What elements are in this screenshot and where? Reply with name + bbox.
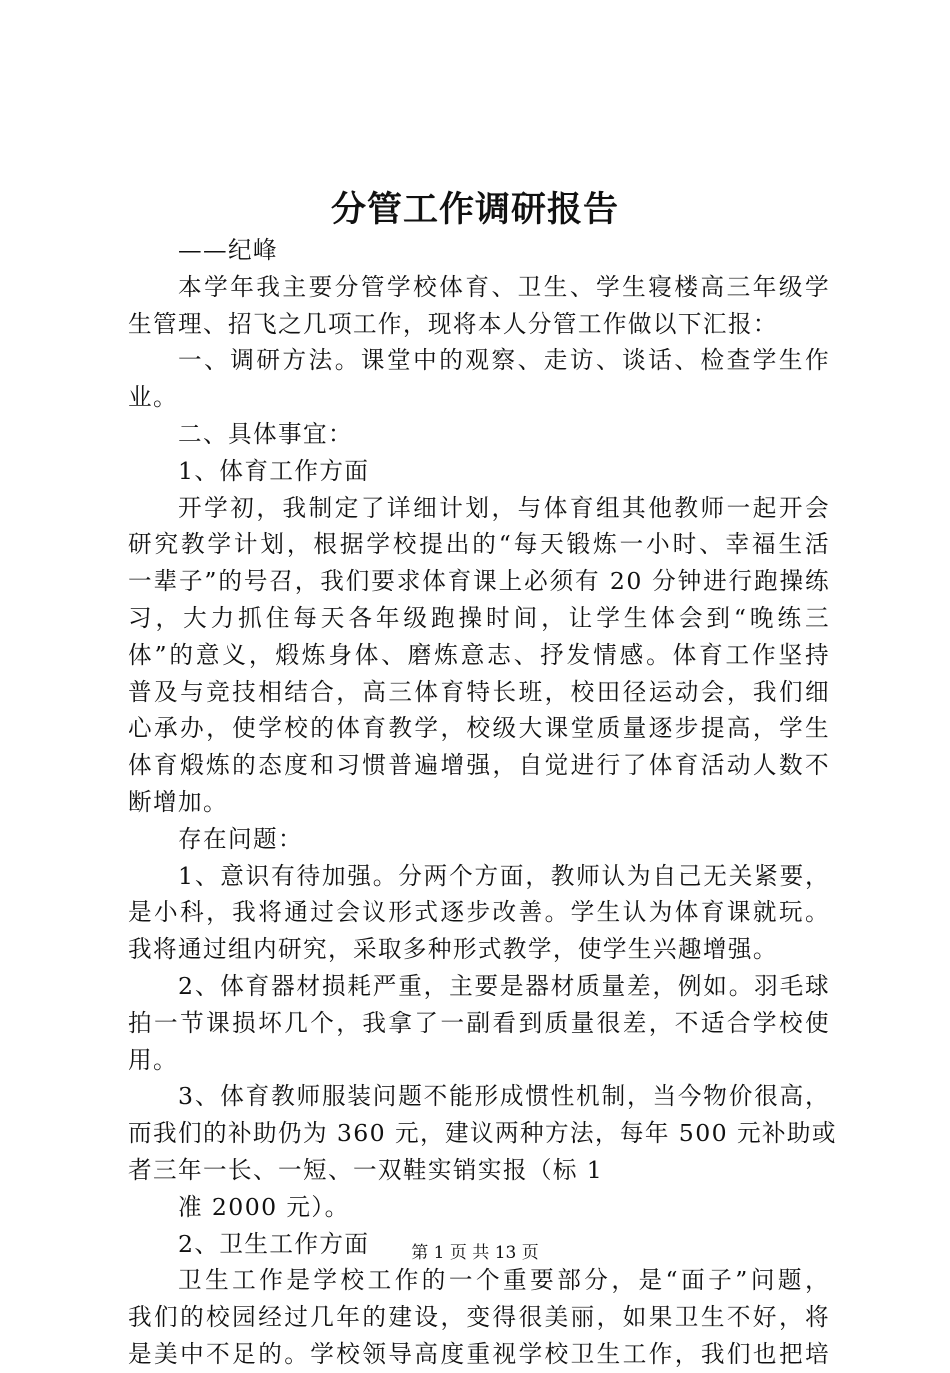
body-line: 我们的校园经过几年的建设，变得很美丽，如果卫生不好，将	[128, 1303, 830, 1332]
body-line: 1、意识有待加强。分两个方面，教师认为自己无关紧要，	[178, 861, 830, 890]
body-line: 我将通过组内研究，采取多种形式教学，使学生兴趣增强。	[128, 935, 778, 964]
body-line: 习，大力抓住每天各年级跑操时间，让学生体会到“晚练三	[128, 603, 830, 632]
body-line: 2、体育器材损耗严重，主要是器材质量差，例如。羽毛球	[178, 971, 830, 1000]
page-footer: 第 1 页 共 13 页	[411, 1243, 539, 1263]
body-line: 卫生工作是学校工作的一个重要部分，是“面子”问题，	[178, 1266, 830, 1295]
document-title: 分管工作调研报告	[330, 189, 619, 230]
body-line: 准 2000 元）。	[178, 1192, 350, 1221]
body-line: 是美中不足的。学校领导高度重视学校卫生工作，我们也把培	[128, 1339, 830, 1368]
body-line: 生管理、招飞之几项工作，现将本人分管工作做以下汇报：	[128, 309, 778, 338]
body-line: ——纪峰	[178, 236, 278, 264]
body-line: 一辈子”的号召，我们要求体育课上必须有 20 分钟进行跑操练	[128, 567, 830, 596]
body-line: 二、具体事宜：	[178, 419, 353, 448]
body-line: 开学初，我制定了详细计划，与体育组其他教师一起开会	[178, 493, 830, 522]
document-body	[128, 232, 837, 1373]
body-line: 一、调研方法。课堂中的观察、走访、谈话、检查学生作	[178, 346, 830, 375]
body-line: 存在问题：	[178, 824, 303, 853]
body-line: 体”的意义，煅炼身体、磨炼意志、抒发情感。体育工作坚持	[128, 640, 830, 669]
body-line: 者三年一长、一短、一双鞋实销实报（标 1	[128, 1155, 604, 1184]
body-line: 心承办，使学校的体育教学，校级大课堂质量逐步提高，学生	[128, 714, 830, 743]
body-line: 普及与竞技相结合，高三体育特长班，校田径运动会，我们细	[128, 677, 830, 706]
body-line: 1、体育工作方面	[178, 456, 370, 485]
body-line: 体育煅炼的态度和习惯普遍增强，自觉进行了体育活动人数不	[128, 751, 830, 780]
body-line: 拍一节课损坏几个，我拿了一副看到质量很差，不适合学校使	[128, 1008, 830, 1037]
body-line: 2、卫生工作方面	[178, 1229, 370, 1258]
body-line: 业。	[128, 383, 178, 412]
body-line: 研究教学计划，根据学校提出的“每天锻炼一小时、幸福生活	[128, 530, 830, 559]
body-line: 本学年我主要分管学校体育、卫生、学生寝楼高三年级学	[178, 272, 830, 301]
body-line: 用。	[128, 1045, 178, 1074]
body-line: 3、体育教师服装问题不能形成惯性机制，当今物价很高，	[178, 1082, 830, 1111]
body-line: 断增加。	[128, 787, 228, 816]
body-line: 是小科，我将通过会议形式逐步改善。学生认为体育课就玩。	[128, 898, 830, 927]
body-line: 而我们的补助仍为 360 元，建议两种方法，每年 500 元补助或	[128, 1119, 837, 1148]
